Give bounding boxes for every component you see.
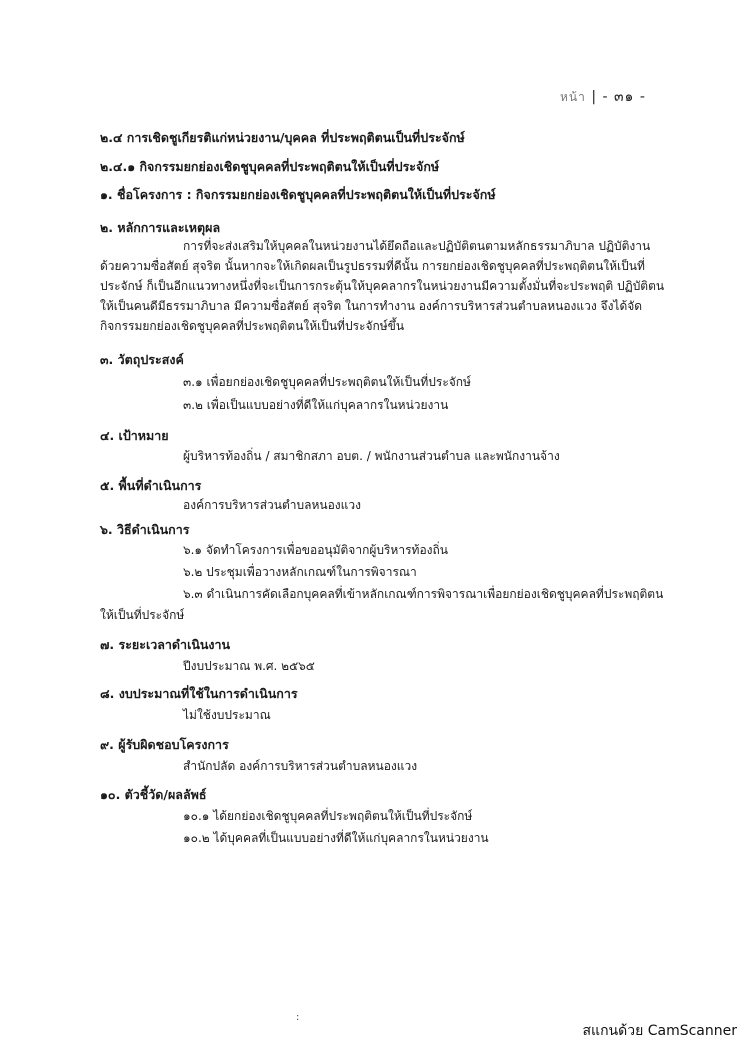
section-4-title: ๔. เป้าหมาย (100, 428, 169, 443)
section-5-title: ๕. พื้นที่ดำเนินการ (100, 478, 202, 493)
section-7-body: ปีงบประมาณ พ.ศ. ๒๕๖๕ (183, 659, 315, 673)
section-6-title: ๖. วิธีดำเนินการ (100, 522, 190, 537)
section-9-title: ๙. ผู้รับผิดชอบโครงการ (100, 737, 229, 752)
camscanner-watermark: สแกนด้วย CamScanner (582, 1023, 737, 1039)
footer-mark: : (296, 1012, 300, 1023)
section-4-body: ผู้บริหารท้องถิ่น / สมาชิกสภา อบต. / พนักงานส่วนตำบล และพนักงานจ้าง (183, 449, 560, 463)
section-2-para-line-1: การที่จะส่งเสริมให้บุคคลในหน่วยงานได้ยึดถือและปฏิบัติตนตามหลักธรรมาภิบาล ปฏิบัติงาน (183, 239, 651, 253)
section-2-para-line-3: ประจักษ์ ก็เป็นอีกแนวทางหนึ่งที่จะเป็นการกระตุ้นให้บุคคลากรในหน่วยงานมีความตั้งมั่นที่จะประพฤติ ปฏิบัติตน (100, 279, 665, 293)
section-7-title: ๗. ระยะเวลาดำเนินงาน (100, 637, 231, 652)
section-2-title: ๒. หลักการและเหตุผล (100, 220, 221, 235)
page-number (560, 86, 646, 108)
heading-2-4-1: ๒.๔.๑ กิจกรรมยกย่องเชิดชูบุคคลที่ประพฤติตนให้เป็นที่ประจักษ์ (100, 159, 440, 174)
section-8-title: ๘. งบประมาณที่ใช้ในการดำเนินการ (100, 686, 298, 701)
section-8-body: ไม่ใช้งบประมาณ (183, 708, 271, 722)
section-6-item-3-cont: ให้เป็นที่ประจักษ์ (100, 608, 185, 622)
section-3-title: ๓. วัตถุประสงค์ (100, 352, 184, 367)
heading-2-4: ๒.๔ การเชิดชูเกียรติแก่หน่วยงาน/บุคคล ที่ประพฤติตนเป็นที่ประจักษ์ (100, 130, 465, 145)
section-2-para-line-2: ด้วยความซื่อสัตย์ สุจริต นั้นหากจะให้เกิดผลเป็นรูปธรรมที่ดีนั้น การยกย่องเชิดชูบุคคลที่ประพฤติตนให้เป็นที่ (100, 259, 645, 273)
section-10-title: ๑๐. ตัวชี้วัด/ผลลัพธ์ (100, 787, 207, 802)
section-3-item-1: ๓.๑ เพื่อยกย่องเชิดชูบุคคลที่ประพฤติตนให้เป็นที่ประจักษ์ (183, 375, 471, 389)
section-2-para-line-5: กิจกรรมยกย่องเชิดชูบุคคลที่ประพฤติตนให้เป็นที่ประจักษ์ขึ้น (100, 319, 405, 333)
page-number-value: | - ๓๑ - (591, 89, 646, 105)
section-6-item-3: ๖.๓ ดำเนินการคัดเลือกบุคคลที่เข้าหลักเกณฑ์การพิจารณาเพื่อยกย่องเชิดชูบุคคลที่ประพฤติตน (183, 587, 664, 601)
section-6-item-1: ๖.๑ จัดทำโครงการเพื่อขออนุมัติจากผู้บริหารท้องถิ่น (183, 543, 448, 557)
section-3-item-2: ๓.๒ เพื่อเป็นแบบอย่างที่ดีให้แก่บุคลากรในหน่วยงาน (183, 398, 449, 412)
page-number-label: หน้า (560, 90, 586, 104)
section-5-body: องค์การบริหารส่วนตำบลหนองแวง (183, 498, 361, 512)
section-9-body: สำนักปลัด องค์การบริหารส่วนตำบลหนองแวง (183, 759, 418, 773)
section-10-item-1: ๑๐.๑ ได้ยกย่องเชิดชูบุคคลที่ประพฤติตนให้เป็นที่ประจักษ์ (183, 809, 473, 823)
section-10-item-2: ๑๐.๒ ได้บุคคลที่เป็นแบบอย่างที่ดีให้แก่บุคลากรในหน่วยงาน (183, 831, 489, 845)
section-1-project-name: ๑. ชื่อโครงการ : กิจกรรมยกย่องเชิดชูบุคคลที่ประพฤติตนให้เป็นที่ประจักษ์ (100, 187, 496, 202)
section-2-para-line-4: ให้เป็นคนดีมีธรรมาภิบาล มีความซื่อสัตย์ สุจริต ในการทำงาน องค์การบริหารส่วนตำบลหนองแวง จึงได้จัด (100, 299, 643, 313)
section-6-item-2: ๖.๒ ประชุมเพื่อวางหลักเกณฑ์ในการพิจารณา (183, 565, 417, 579)
